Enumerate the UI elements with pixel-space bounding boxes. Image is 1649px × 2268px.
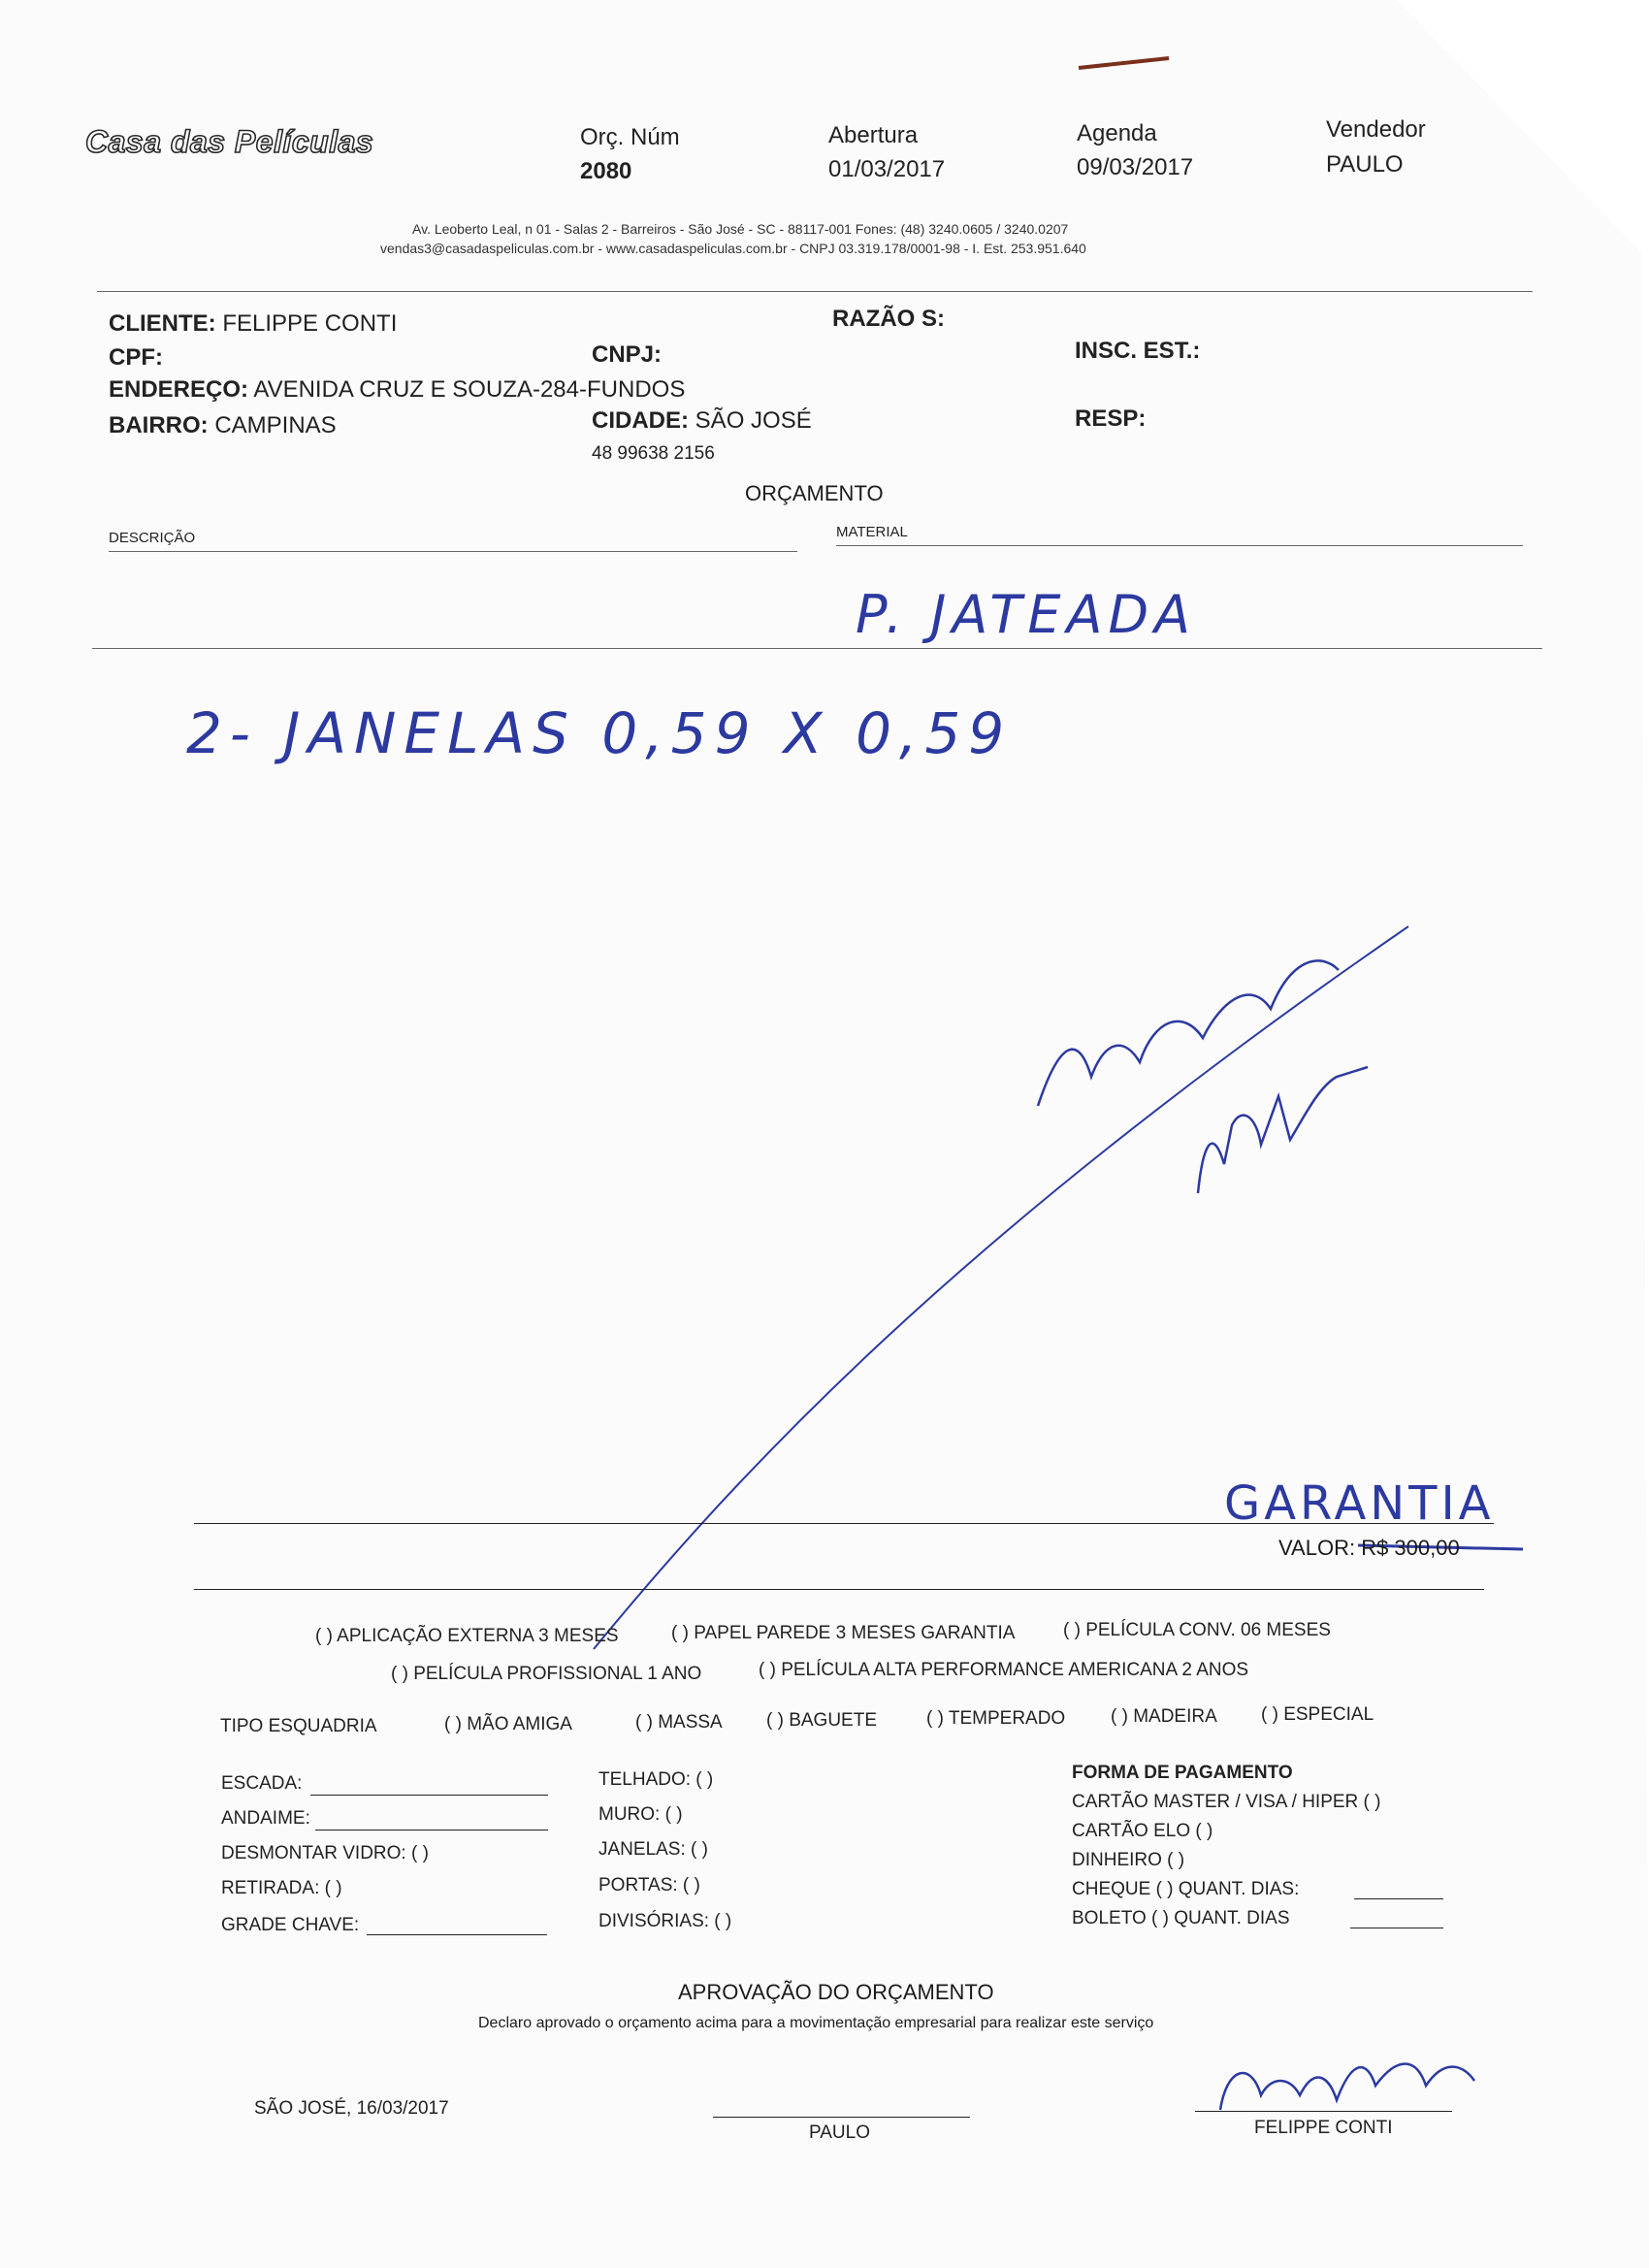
option-baguete[interactable]: ( ) BAGUETE [766,1710,878,1731]
telhado-option[interactable]: TELHADO: ( ) [598,1769,714,1790]
handwritten-material: P. JATEADA [856,584,1196,645]
razao-label: RAZÃO S: [832,306,945,332]
andaime-field[interactable] [315,1830,548,1831]
cheque-dias-field[interactable] [1354,1898,1443,1899]
client-signature-scribble [1220,2064,1474,2111]
janelas-option[interactable]: JANELAS: ( ) [598,1839,708,1860]
approval-text: Declaro aprovado o orçamento acima para a movimentação empresarial para realizar este serviço [478,2015,1154,2031]
handwritten-item: 2- JANELAS 0,59 X 0,59 [186,700,1013,766]
tipo-esquadria-label: TIPO ESQUADRIA [220,1716,377,1736]
cliente-label: CLIENTE: [109,310,216,337]
descricao-underline [109,551,797,552]
handwritten-note-scribble [1038,960,1339,1106]
handwritten-garantia: GARANTIA [1224,1476,1495,1531]
seller-signature-line [713,2117,970,2118]
divisorias-option[interactable]: DIVISÓRIAS: ( ) [598,1911,732,1931]
vendedor-value: PAULO [1326,151,1404,178]
escada-label: ESCADA: [221,1773,303,1794]
endereco-row [109,376,685,404]
cpf-label: CPF: [109,344,163,371]
option-pelicula-conv[interactable]: ( ) PELÍCULA CONV. 06 MESES [1063,1620,1331,1640]
client-signature-name: FELIPPE CONTI [1254,2118,1393,2138]
bairro-row [109,412,337,439]
payment-cartao-master[interactable]: CARTÃO MASTER / VISA / HIPER ( ) [1072,1792,1381,1812]
header-divider [97,291,1533,292]
abertura-label: Abertura [828,122,919,148]
payment-dinheiro[interactable]: DINHEIRO ( ) [1072,1850,1185,1870]
cliente-value: FELIPPE CONTI [222,310,398,337]
pen-mark-top [1079,58,1169,68]
phone-number: 48 99638 2156 [592,443,715,464]
valor-row [1278,1536,1460,1561]
desmontar-vidro-option[interactable]: DESMONTAR VIDRO: ( ) [221,1843,429,1863]
valor-label: VALOR: [1278,1536,1356,1560]
cidade-label: CIDADE: [592,407,689,434]
agenda-value: 09/03/2017 [1077,154,1194,180]
valor-line-top [194,1523,1494,1524]
portas-option[interactable]: PORTAS: ( ) [598,1875,700,1895]
endereco-value: AVENIDA CRUZ E SOUZA-284-FUNDOS [253,376,686,403]
option-temperado[interactable]: ( ) TEMPERADO [926,1708,1066,1729]
payment-cheque[interactable]: CHEQUE ( ) QUANT. DIAS: [1072,1879,1300,1899]
grade-chave-label: GRADE CHAVE: [221,1915,360,1935]
valor-value: R$ 300,00 [1361,1536,1460,1560]
seller-signature-name: PAULO [809,2122,871,2143]
grade-chave-field[interactable] [367,1934,547,1935]
orc-num-value: 2080 [580,158,632,184]
descricao-label: DESCRIÇÃO [109,530,196,546]
endereco-label: ENDEREÇO: [109,376,249,403]
company-logo: Casa das Películas [85,124,374,159]
cliente-row [109,310,397,338]
cidade-row [592,407,812,435]
option-massa[interactable]: ( ) MASSA [635,1712,723,1733]
muro-option[interactable]: MURO: ( ) [598,1804,683,1825]
payment-title: FORMA DE PAGAMENTO [1072,1763,1293,1783]
place-date: SÃO JOSÉ, 16/03/2017 [254,2098,449,2119]
option-aplicacao-externa[interactable]: ( ) APLICAÇÃO EXTERNA 3 MESES [315,1626,619,1646]
option-pelicula-alta-performance[interactable]: ( ) PELÍCULA ALTA PERFORMANCE AMERICANA 2 ANOS [759,1660,1249,1680]
bairro-value: CAMPINAS [214,412,337,438]
material-label: MATERIAL [836,524,908,540]
escada-field[interactable] [310,1795,548,1796]
option-mao-amiga[interactable]: ( ) MÃO AMIGA [444,1714,572,1734]
orcamento-title: ORÇAMENTO [745,481,884,505]
option-papel-parede[interactable]: ( ) PAPEL PAREDE 3 MESES GARANTIA [671,1623,1016,1643]
payment-boleto[interactable]: BOLETO ( ) QUANT. DIAS [1072,1908,1290,1928]
payment-cartao-elo[interactable]: CARTÃO ELO ( ) [1072,1821,1213,1841]
insc-est-label: INSC. EST.: [1075,338,1201,364]
bairro-label: BAIRRO: [109,412,209,438]
valor-line-bottom [194,1589,1484,1590]
material-row-line [92,648,1542,649]
andaime-label: ANDAIME: [221,1808,310,1829]
abertura-value: 01/03/2017 [828,156,946,182]
address-line-1: Av. Leoberto Leal, n 01 - Salas 2 - Barreiros - São José - SC - 88117-001 Fones: (48) 3240.0605 / 3240.0207 [412,221,1069,237]
client-signature-line [1195,2111,1452,2112]
vendedor-label: Vendedor [1326,116,1426,143]
retirada-option[interactable]: RETIRADA: ( ) [221,1878,342,1898]
address-line-2: vendas3@casadaspeliculas.com.br - www.casadaspeliculas.com.br - CNPJ 03.319.178/0001-98 - I. Est. 253.951.640 [380,241,1086,256]
option-pelicula-profissional[interactable]: ( ) PELÍCULA PROFISSIONAL 1 ANO [391,1664,702,1684]
approval-title: APROVAÇÃO DO ORÇAMENTO [678,1980,994,2004]
resp-label: RESP: [1075,405,1147,432]
agenda-label: Agenda [1077,120,1157,146]
option-especial[interactable]: ( ) ESPECIAL [1261,1704,1374,1725]
cnpj-label: CNPJ: [592,341,663,368]
orc-num-label: Orç. Núm [580,124,680,150]
cidade-value: SÃO JOSÉ [695,407,812,434]
material-underline [836,545,1523,546]
option-madeira[interactable]: ( ) MADEIRA [1111,1706,1217,1727]
handwritten-date-scribble [1198,1067,1368,1193]
